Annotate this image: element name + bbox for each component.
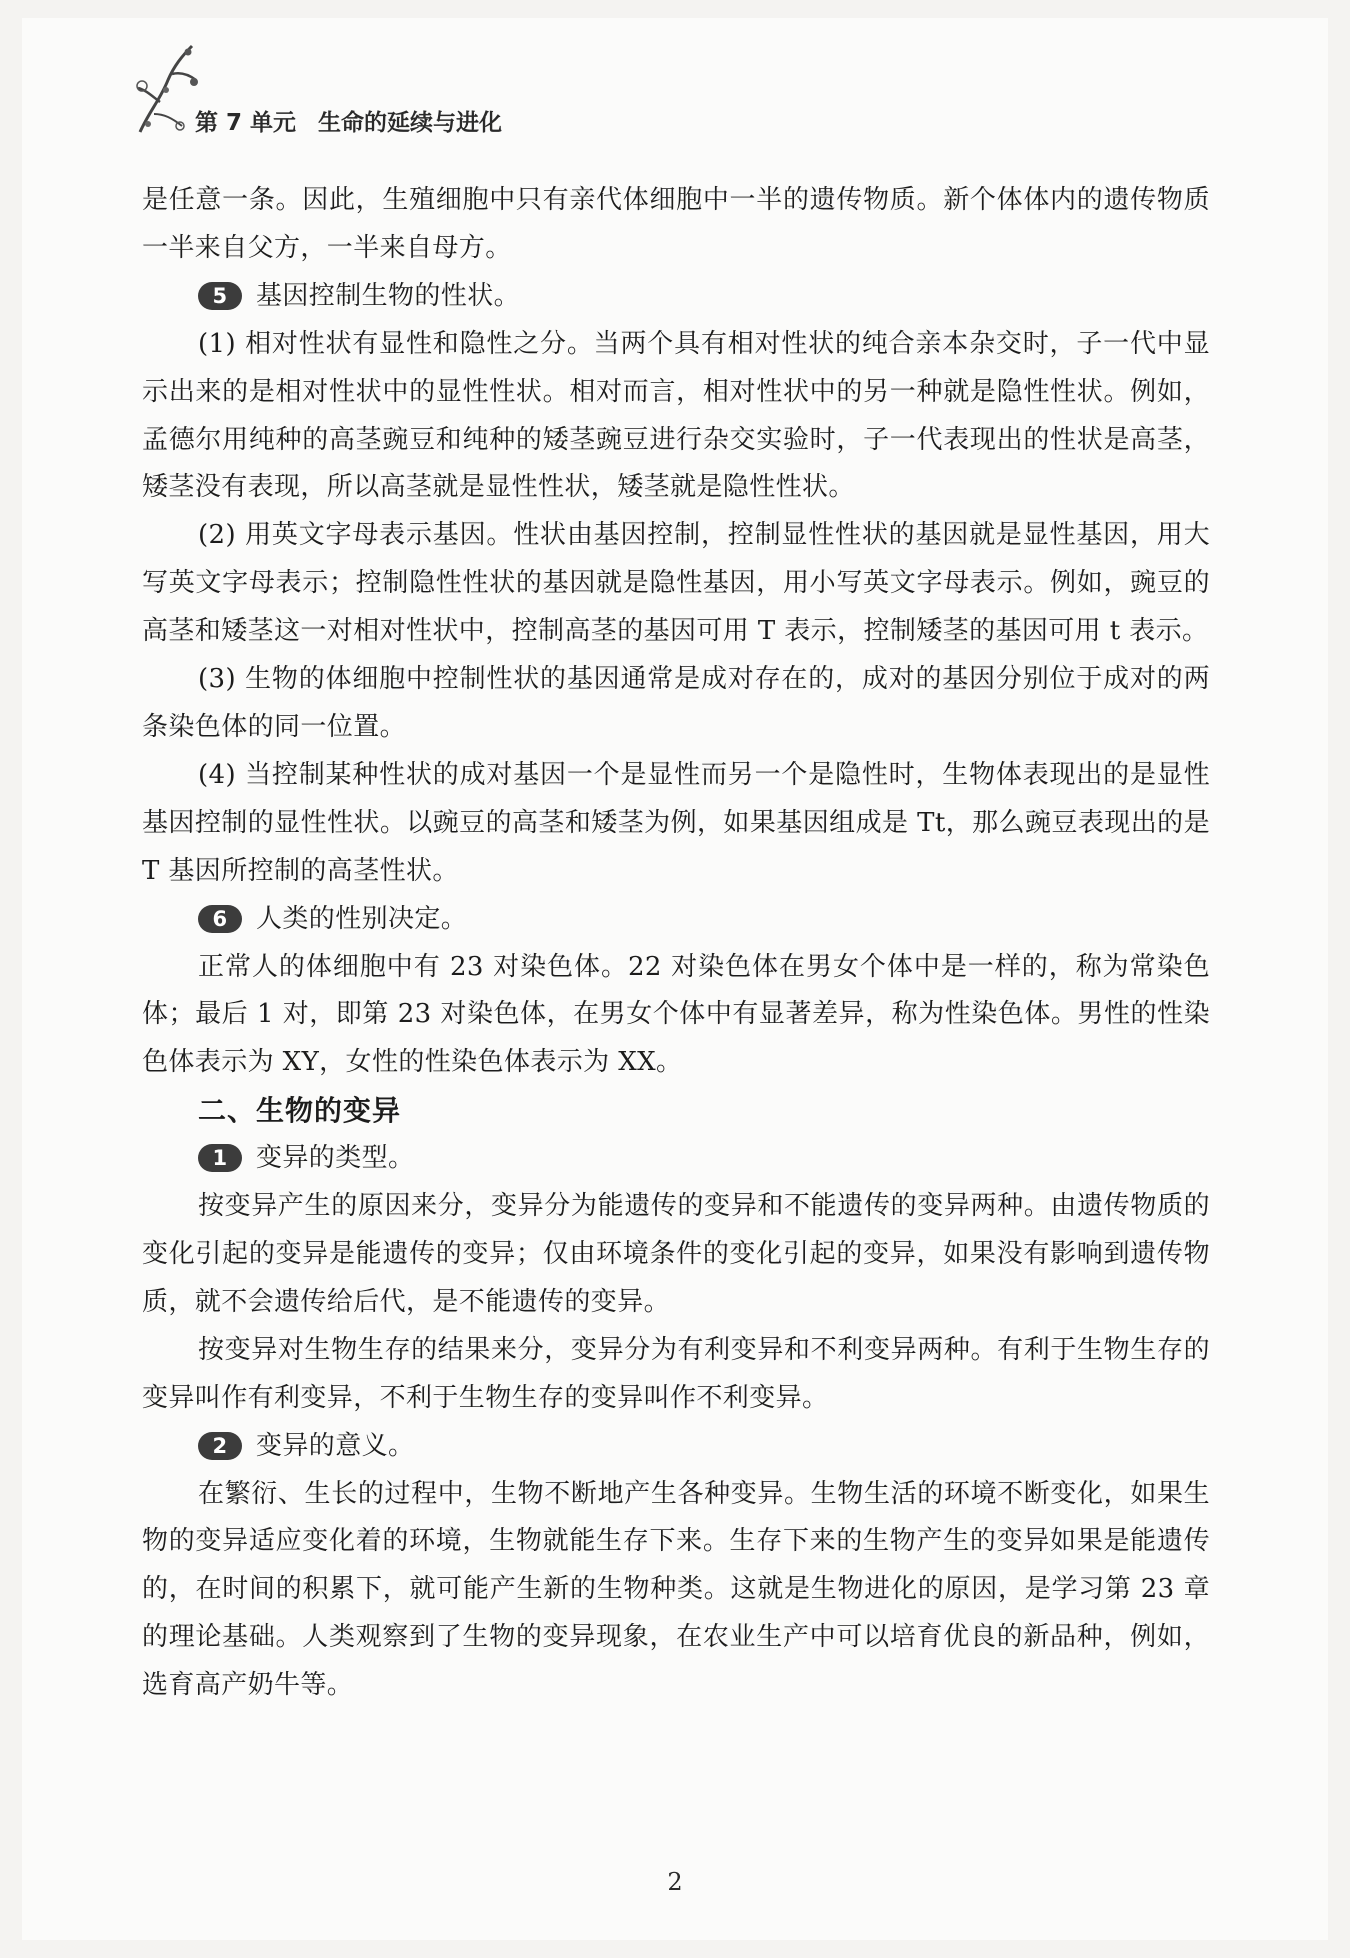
numbered-item-5 [142, 273, 1210, 321]
main-content [142, 177, 1210, 1710]
page-number: 2 [667, 1868, 683, 1896]
unit-title: 生命的延续与进化 [318, 110, 503, 136]
numbered-item-6 [142, 896, 1210, 944]
number-badge: 6 [198, 905, 242, 933]
paragraph: 是任意一条。因此，生殖细胞中只有亲代体细胞中一半的遗传物质。新个体体内的遗传物质一半来自父方，一半来自母方。 [142, 185, 1210, 263]
number-badge: 2 [198, 1432, 242, 1460]
running-head-text [195, 104, 502, 137]
item-title: 基因控制生物的性状。 [256, 280, 521, 311]
number-badge: 5 [198, 282, 242, 310]
item-title: 变异的意义。 [256, 1430, 415, 1461]
numbered-item-2 [142, 1423, 1210, 1471]
paragraph: (1) 相对性状有显性和隐性之分。当两个具有相对性状的纯合亲本杂交时，子一代中显示出来的是相对性状中的显性性状。相对而言，相对性状中的另一种就是隐性性状。例如，孟德尔用纯种的高茎豌豆和纯种的矮茎豌豆进行杂交实验时，子一代表现出的性状是高茎，矮茎没有表现，所以高茎就是显性性状，矮茎就是隐性性状。 [142, 328, 1210, 503]
paragraph: 按变异产生的原因来分，变异分为能遗传的变异和不能遗传的变异两种。由遗传物质的变化引起的变异是能遗传的变异；仅由环境条件的变化引起的变异，如果没有影响到遗传物质，就不会遗传给后代，是不能遗传的变异。 [142, 1191, 1210, 1317]
item-title: 变异的类型。 [256, 1143, 415, 1174]
paragraph: (3) 生物的体细胞中控制性状的基因通常是成对存在的，成对的基因分别位于成对的两条染色体的同一位置。 [142, 664, 1210, 742]
paragraph: 在繁衍、生长的过程中，生物不断地产生各种变异。生物生活的环境不断变化，如果生物的变异适应变化着的环境，生物就能生存下来。生存下来的生物产生的变异如果是能遗传的，在时间的积累下，就可能产生新的生物种类。这就是生物进化的原因，是学习第 23 章的理论基础。人类观察到了生物的变异现象，在农业生产中可以培育优良的新品种，例如，选育高产奶牛等。 [142, 1478, 1210, 1701]
item-title: 人类的性别决定。 [256, 903, 468, 934]
running-header [130, 40, 630, 140]
number-badge: 1 [198, 1144, 242, 1172]
paragraph: (4) 当控制某种性状的成对基因一个是显性而另一个是隐性时，生物体表现出的是显性基因控制的显性性状。以豌豆的高茎和矮茎为例，如果基因组成是 Tt，那么豌豆表现出的是 T 基因所控制的高茎性状。 [142, 759, 1210, 886]
unit-label: 第 7 单元 [195, 110, 297, 136]
paragraph: 按变异对生物生存的结果来分，变异分为有利变异和不利变异两种。有利于生物生存的变异叫作有利变异，不利于生物生存的变异叫作不利变异。 [142, 1334, 1210, 1413]
paragraph: 正常人的体细胞中有 23 对染色体。22 对染色体在男女个体中是一样的，称为常染色体；最后 1 对，即第 23 对染色体，在男女个体中有显著差异，称为性染色体。男性的性染色体表示为 XY，女性的性染色体表示为 XX。 [142, 951, 1210, 1078]
section-heading: 二、生物的变异 [198, 1094, 402, 1128]
numbered-item-1 [142, 1135, 1210, 1183]
paragraph: (2) 用英文字母表示基因。性状由基因控制，控制显性性状的基因就是显性基因，用大写英文字母表示；控制隐性性状的基因就是隐性基因，用小写英文字母表示。例如，豌豆的高茎和矮茎这一对相对性状中，控制高茎的基因可用 T 表示，控制矮茎的基因可用 t 表示。 [142, 520, 1210, 647]
